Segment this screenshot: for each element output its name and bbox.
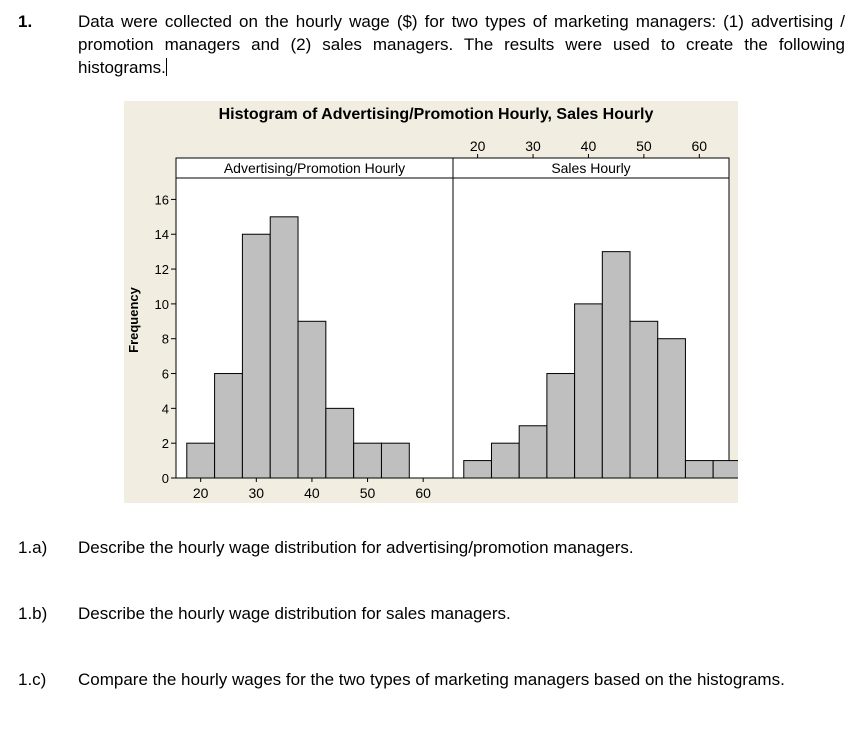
- chart-title: Histogram of Advertising/Promotion Hourly, Sales Hourly: [218, 106, 654, 123]
- y-tick-label-3: 6: [161, 366, 169, 382]
- x-tick-label-bottom-4: 60: [415, 485, 431, 501]
- histogram-bar-0-6: [354, 443, 382, 478]
- y-tick-label-5: 10: [154, 296, 169, 312]
- panel-strip-label-1: Sales Hourly: [551, 160, 631, 176]
- y-tick-label-6: 12: [154, 262, 169, 278]
- y-tick-label-7: 14: [154, 227, 169, 243]
- x-tick-label-bottom-1: 30: [248, 485, 265, 501]
- histogram-bar-0-7: [381, 443, 409, 478]
- y-tick-label-0: 0: [161, 471, 169, 486]
- histogram-bar-1-7: [658, 339, 686, 478]
- histogram-bar-1-9: [713, 461, 738, 478]
- histogram-bar-0-1: [215, 374, 243, 478]
- panels-group: [155, 138, 738, 501]
- text-cursor: [166, 58, 167, 76]
- y-tick-label-1: 2: [161, 436, 169, 452]
- part-b-text: Describe the hourly wage distribution for sales managers.: [78, 604, 511, 623]
- histogram-bar-1-6: [630, 321, 658, 478]
- part-c-text: Compare the hourly wages for the two types of marketing managers based on the histograms.: [78, 670, 785, 689]
- part-a-text: Describe the hourly wage distribution for advertising/promotion managers.: [78, 538, 634, 557]
- x-tick-label-top-2: 40: [580, 138, 597, 154]
- y-tick-label-8: 16: [154, 192, 169, 208]
- part-c-label: 1.c): [18, 670, 47, 689]
- x-tick-label-bottom-2: 40: [304, 485, 320, 501]
- y-axis-label: Frequency: [126, 287, 141, 353]
- histogram-bar-0-0: [187, 443, 215, 478]
- part-a-label: 1.a): [18, 538, 48, 557]
- histogram-bar-1-2: [519, 426, 547, 478]
- x-tick-label-top-3: 50: [636, 138, 652, 154]
- y-tick-label-4: 8: [161, 331, 169, 347]
- histogram-bar-0-5: [326, 408, 354, 478]
- histogram-bar-0-2: [242, 234, 270, 478]
- x-tick-label-bottom-3: 50: [359, 485, 376, 501]
- x-tick-label-bottom-0: 20: [192, 485, 209, 501]
- x-tick-label-top-1: 30: [525, 138, 541, 154]
- histogram-bar-1-1: [491, 443, 519, 478]
- histogram-figure: [124, 101, 738, 503]
- question-number: 1.: [18, 12, 33, 31]
- question-intro-text: Data were collected on the hourly wage ($) for two types of marketing managers: (1) advertising / promotion managers and (2) sales managers. The results were used to create the following histograms.: [78, 12, 845, 77]
- x-tick-label-top-0: 20: [469, 138, 486, 154]
- histogram-bar-1-3: [547, 374, 575, 478]
- question-intro: [78, 10, 845, 79]
- histogram-bar-0-4: [298, 321, 326, 478]
- part-b-label: 1.b): [18, 604, 48, 623]
- panel-strip-label-0: Advertising/Promotion Hourly: [223, 160, 406, 176]
- histogram-bar-1-0: [464, 461, 492, 478]
- histogram-bar-1-5: [602, 252, 630, 478]
- x-tick-label-top-4: 60: [691, 138, 708, 154]
- histogram-bar-0-3: [270, 217, 298, 478]
- histogram-bar-1-4: [575, 304, 603, 478]
- y-tick-label-2: 4: [161, 401, 169, 417]
- histogram-bar-1-8: [685, 461, 713, 478]
